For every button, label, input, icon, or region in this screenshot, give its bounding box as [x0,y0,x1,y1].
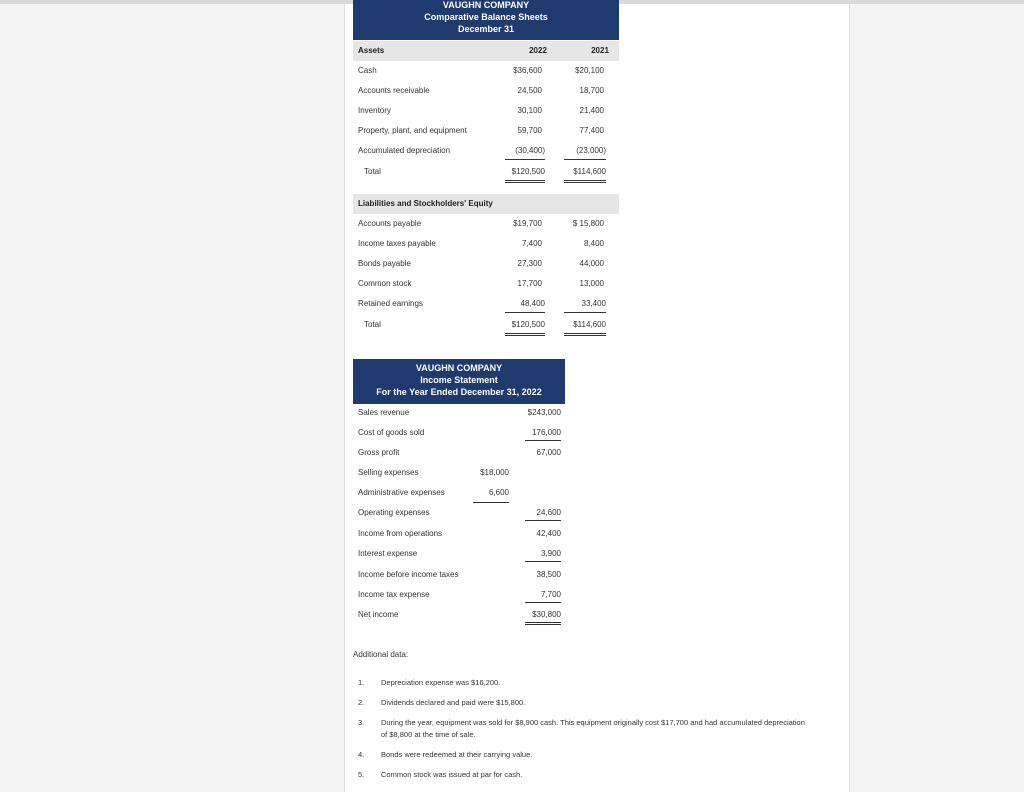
is-row-label: Income from operations [358,529,443,538]
is-period: For the Year Ended December 31, 2022 [376,387,542,397]
liabilities-total-2022: $120,500 [505,319,545,336]
bs-company: VAUGHN COMPANY [442,0,530,10]
net-income-value: $30,800 [525,609,561,625]
note-text: Depreciation expense was $16,200. [381,678,501,687]
liability-value-2021: 8,400 [583,239,604,248]
is-company: VAUGHN COMPANY [415,363,503,373]
is-row-label: Interest expense [358,549,418,558]
liability-value-2022: 48,400 [505,298,545,313]
liability-value-2022: 27,300 [517,259,542,268]
is-row-outer: 7,700 [525,589,561,603]
liabilities-total-2021: $114,600 [564,319,606,336]
asset-label: Accumulated depreciation [358,146,451,155]
is-row-label: Income tax expense [358,590,430,599]
liability-value-2022: 17,700 [517,279,542,288]
is-title: Income Statement [420,375,498,385]
liabilities-total-label: Total [364,320,381,329]
is-row-inner: $18,000 [480,468,509,477]
note-number: 2. [358,698,365,707]
balance-sheet-header [353,0,619,40]
bs-title: Comparative Balance Sheets [424,12,548,22]
assets-heading: Assets [358,46,385,55]
is-row-outer: $243,000 [527,408,561,417]
assets-total-2022: $120,500 [505,166,545,183]
liability-label: Accounts payable [358,219,422,228]
is-row-outer: 42,400 [536,529,561,538]
assets-total-label: Total [364,167,381,176]
note-text: Bonds were redeemed at their carrying value. [381,750,533,759]
assets-heading-row [353,41,619,61]
is-row-label: Operating expenses [358,508,430,517]
liability-label: Common stock [358,279,412,288]
note-number: 4. [358,750,365,759]
is-row-outer: 3,900 [525,548,561,562]
asset-value-2021: (23,000) [564,145,606,160]
note-number: 1. [358,678,365,687]
note-text: During the year, equipment was sold for $8,900 cash. This equipment originally cost $17,700 and had accumulated depreciation of $8,800 at the time of sale. [381,718,805,739]
note-number: 5. [358,770,365,779]
liability-value-2021: 13,000 [579,279,604,288]
asset-label: Inventory [358,106,391,115]
note-text: Dividends declared and paid were $15,800. [381,698,526,707]
liability-value-2021: $ 15,800 [572,219,604,228]
income-statement-header [353,359,565,404]
is-row-label: Cost of goods sold [358,428,425,437]
liability-value-2022: 7,400 [521,239,542,248]
is-row-label: Administrative expenses [358,488,445,497]
is-row-label: Net income [358,610,399,619]
is-row-label: Income before income taxes [358,570,459,579]
note-text: Common stock was issued at par for cash. [381,770,523,779]
asset-value-2021: 21,400 [579,106,604,115]
liability-label: Bonds payable [358,259,411,268]
asset-value-2022: 24,500 [517,86,542,95]
document-page [344,0,850,792]
asset-value-2022: 59,700 [517,126,542,135]
asset-value-2021: 18,700 [579,86,604,95]
is-row-label: Sales revenue [358,408,410,417]
assets-total-2021: $114,600 [564,166,606,183]
year-2021-header: 2021 [591,46,609,55]
is-row-outer: 67,000 [536,448,561,457]
liabilities-heading-row [353,194,619,214]
asset-value-2021: 77,400 [579,126,604,135]
asset-label: Cash [358,66,377,75]
asset-value-2022: $36,600 [513,66,542,75]
asset-label: Accounts receivable [358,86,430,95]
asset-value-2022: 30,100 [517,106,542,115]
liability-value-2022: $19,700 [513,219,542,228]
note-number: 3. [358,718,365,727]
liability-value-2021: 44,000 [579,259,604,268]
is-row-label: Gross profit [358,448,400,457]
is-row-outer: 24,600 [525,507,561,521]
is-row-outer: 38,500 [536,570,561,579]
is-row-inner: 6,600 [473,487,509,503]
additional-heading: Additional data: [353,650,409,659]
asset-value-2022: (30,400) [505,145,545,160]
bs-date: December 31 [457,24,515,34]
liability-value-2021: 33,400 [564,298,606,313]
year-2022-header: 2022 [529,46,547,55]
liabilities-heading: Liabilities and Stockholders' Equity [358,199,493,208]
is-row-label: Selling expenses [358,468,419,477]
liability-label: Income taxes payable [358,239,436,248]
asset-value-2021: $20,100 [575,66,604,75]
is-row-outer: 176,000 [525,427,561,441]
liability-label: Retained earnings [358,299,423,308]
asset-label: Property, plant, and equipment [358,126,467,135]
